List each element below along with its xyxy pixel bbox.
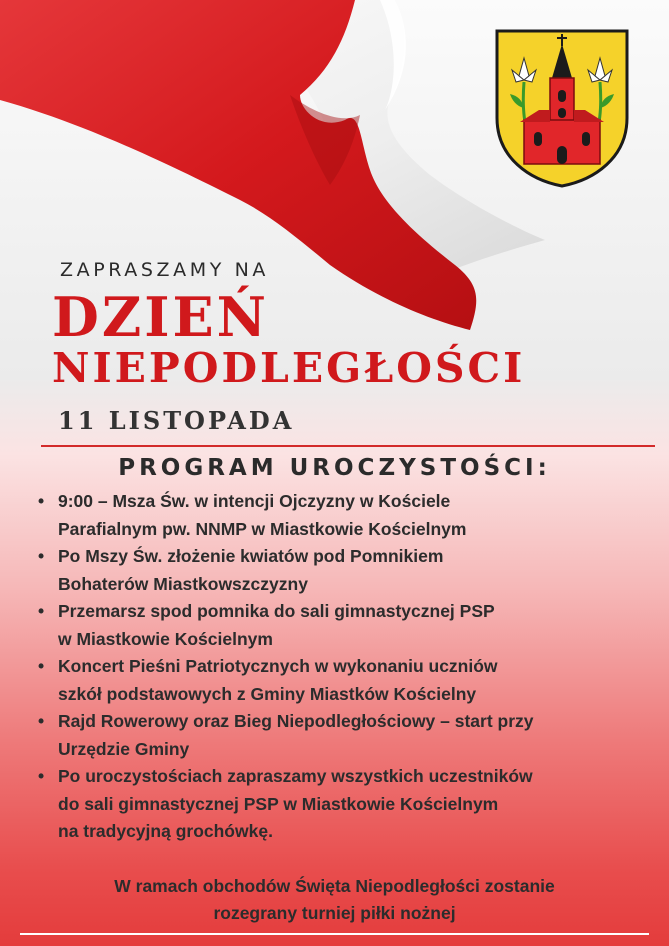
program-item [38, 543, 663, 598]
program-item-text: Rajd Rowerowy oraz Bieg Niepodległościowy – start przy Urzędzie Gminy [58, 711, 534, 759]
program-item-text: Po Mszy Św. złożenie kwiatów pod Pomnikiem Bohaterów Miastkowszczyzny [58, 546, 444, 594]
bullet-icon: • [38, 656, 45, 676]
bullet-icon: • [38, 711, 45, 731]
program-heading: PROGRAM UROCZYSTOŚCI: [118, 455, 551, 481]
program-list [38, 488, 663, 846]
program-item [38, 598, 663, 653]
program-item [38, 708, 663, 763]
program-item-text: 9:00 – Msza Św. w intencji Ojczyzny w Kościele Parafialnym pw. NNMP w Miastkowie Kościelnym [58, 491, 467, 539]
program-item-text: Po uroczystościach zapraszamy wszystkich uczestników do sali gimnastycznej PSP w Miastkowie Kościelnym na tradycyjną grochówkę. [58, 766, 533, 841]
event-date: 11 LISTOPADA [58, 406, 295, 435]
coat-of-arms-crest [494, 28, 630, 188]
program-item [38, 488, 663, 543]
invite-text: ZAPRASZAMY NA [60, 259, 270, 281]
title-line-2: NIEPODLEGŁOŚCI [52, 344, 526, 392]
title-line-1: DZIEŃ [52, 285, 270, 349]
football-tournament-note: W ramach obchodów Święta Niepodległości zostanie rozegrany turniej piłki nożnej [114, 876, 555, 923]
divider-top [41, 445, 655, 447]
program-item-text: Koncert Pieśni Patriotycznych w wykonaniu uczniów szkół podstawowych z Gminy Miastków Kościelny [58, 656, 498, 704]
bullet-icon: • [38, 491, 45, 511]
program-item-text: Przemarsz spod pomnika do sali gimnastycznej PSP w Miastkowie Kościelnym [58, 601, 495, 649]
bullet-icon: • [38, 601, 45, 621]
bullet-icon: • [38, 546, 45, 566]
program-item [38, 763, 663, 846]
bullet-icon: • [38, 766, 45, 786]
divider-bottom [20, 933, 649, 935]
program-item [38, 653, 663, 708]
